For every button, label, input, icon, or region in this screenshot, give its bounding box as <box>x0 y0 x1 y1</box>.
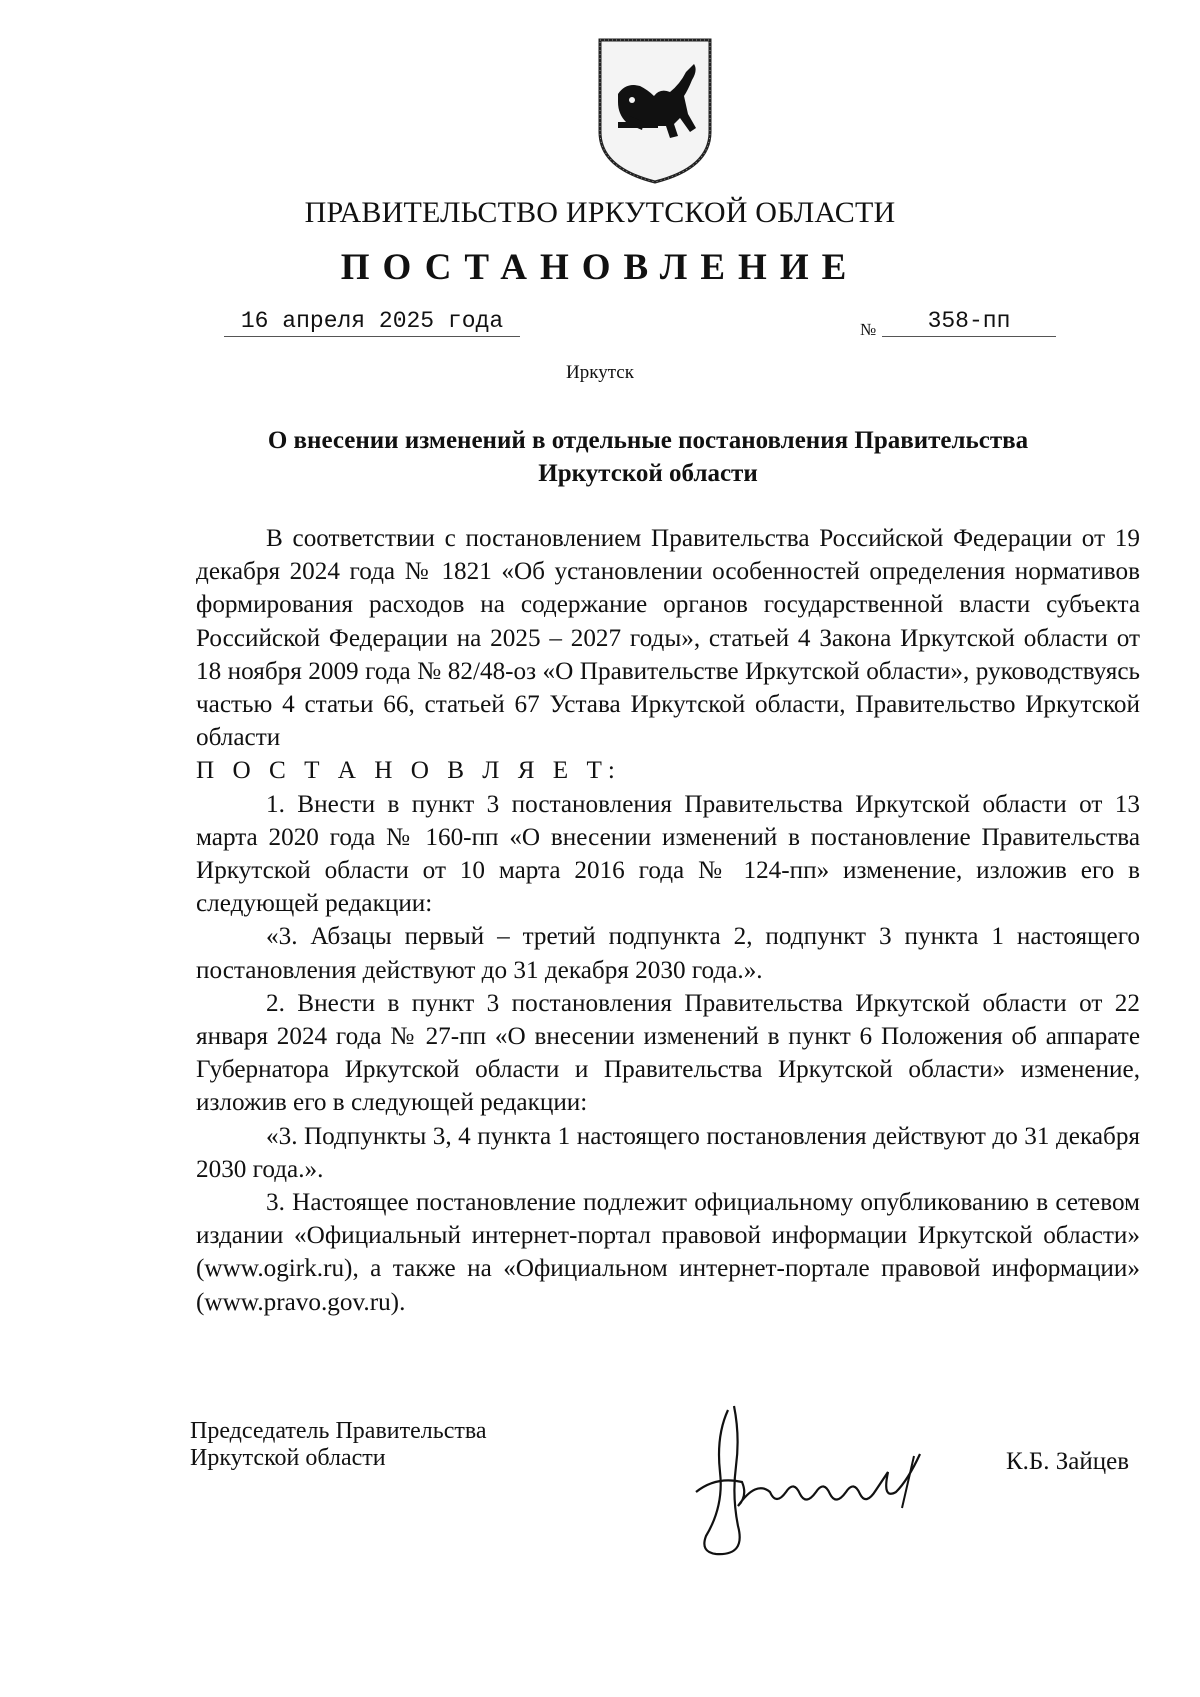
organization-heading: ПРАВИТЕЛЬСТВО ИРКУТСКОЙ ОБЛАСТИ <box>304 196 896 229</box>
irkutsk-coat-of-arms-icon <box>596 36 714 186</box>
document-body <box>196 522 1140 1319</box>
preamble-paragraph: В соответствии с постановлением Правительства Российской Федерации от 19 декабря 2024 года № 1821 «Об установлении особенностей определения нормативов формирования расходов на содержание органов государственной власти субъекта Российской Федерации на 2025 – 2027 годы», статьей 4 Закона Иркутской области от 18 ноября 2009 года № 82/48-оз «О Правительстве Иркутской области», руководствуясь частью 4 статьи 66, статьей 67 Устава Иркутской области, Правительство Иркутской области <box>196 525 1140 752</box>
document-title-line: О внесении изменений в отдельные постановления Правительства <box>267 427 1029 454</box>
item-2-quote-paragraph: «3. Подпункты 3, 4 пункта 1 настоящего постановления действуют до 31 декабря 2030 года.». <box>196 1122 1140 1183</box>
item-1-quote-paragraph: «3. Абзацы первый – третий подпункта 2, подпункт 3 пункта 1 настоящего постановления действуют до 31 декабря 2030 года.». <box>196 923 1140 984</box>
document-title-line: Иркутской области <box>538 460 758 487</box>
signatory-name: К.Б. Зайцев <box>1006 1448 1130 1475</box>
signatory-position-line: Иркутской области <box>190 1445 386 1471</box>
item-3-paragraph: 3. Настоящее постановление подлежит официальному опубликованию в сетевом издании «Официальный интернет-портал правовой информации Иркутской области» (www.ogirk.ru), а также на «Официальном интернет-портале правовой информации» (www.pravo.gov.ru). <box>196 1189 1140 1316</box>
city: Иркутск <box>566 362 634 383</box>
document-number: 358-пп <box>882 308 1056 337</box>
signatory-position-line: Председатель Правительства <box>190 1418 487 1444</box>
item-1-paragraph: 1. Внести в пункт 3 постановления Правительства Иркутской области от 13 марта 2020 года № 160-пп «О внесении изменений в постановление Правительства Иркутской области от 10 марта 2016 года № 124-пп» изменение, изложив его в следующей редакции: <box>196 790 1140 918</box>
document-title <box>196 424 1100 490</box>
decree-word: П О С Т А Н О В Л Я Е Т: <box>196 757 621 785</box>
item-2-paragraph: 2. Внести в пункт 3 постановления Правительства Иркутской области от 22 января 2024 года № 27-пп «О внесении изменений в пункт 6 Положения об аппарате Губернатора Иркутской области и Правительства Иркутской области» изменение, изложив его в следующей редакции: <box>196 989 1140 1117</box>
number-sign: № <box>860 320 877 339</box>
handwritten-signature-icon <box>676 1396 944 1564</box>
document-date: 16 апреля 2025 года <box>224 308 520 337</box>
document-type-heading: ПОСТАНОВЛЕНИЕ <box>340 247 860 288</box>
signatory-position <box>190 1418 487 1472</box>
